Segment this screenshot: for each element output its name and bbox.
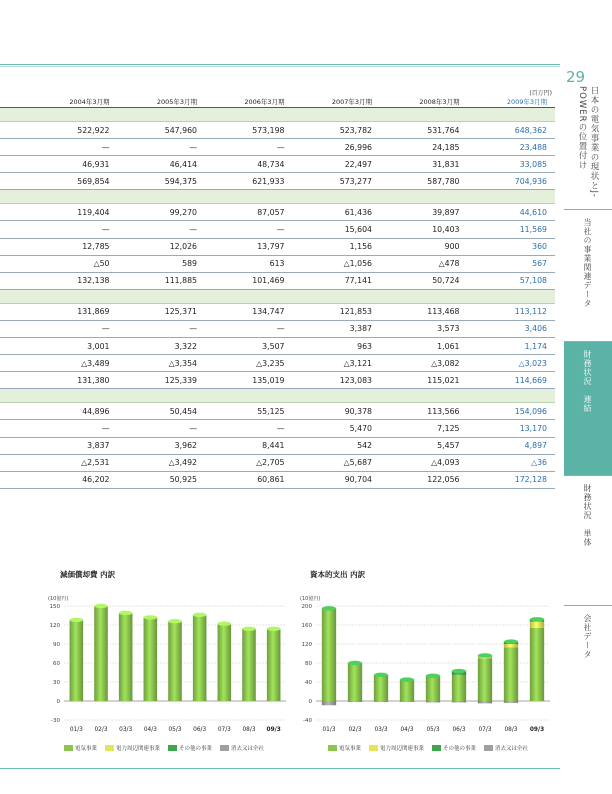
bottom-rule (0, 768, 560, 769)
table-cell: △3,023 (468, 355, 556, 372)
top-rule (0, 64, 560, 65)
legend-label: 電力周辺関連事業 (380, 746, 425, 752)
table-cell: 115,021 (380, 372, 468, 389)
bar-cap (193, 613, 207, 617)
legend-item (105, 744, 160, 752)
table-cell: 99,270 (118, 204, 206, 221)
table-cell: 57,108 (468, 272, 556, 289)
table-cell: 13,170 (468, 420, 556, 437)
y-tick-label: -30 (51, 718, 60, 724)
legend-item (369, 744, 424, 752)
table-cell: 3,573 (380, 320, 468, 337)
table-cell: △3,121 (293, 355, 381, 372)
capex-chart (292, 600, 554, 740)
bar (530, 628, 544, 701)
bar-cap (374, 673, 388, 677)
table-cell: △478 (380, 255, 468, 272)
x-tick-label: 05/3 (426, 727, 440, 733)
legend-swatch (484, 745, 493, 751)
y-tick-label: 200 (301, 604, 312, 610)
table-cell: 531,764 (380, 122, 468, 139)
table-cell: 113,566 (380, 403, 468, 420)
col-header-current: 2009年3月期 (468, 96, 556, 108)
table-row (0, 437, 555, 454)
table-row (0, 338, 555, 355)
legend-item (328, 744, 361, 752)
y-tick-label: 150 (49, 604, 60, 610)
section-band (0, 289, 555, 303)
legend-item (432, 744, 476, 752)
sidebar-section-label: 財務状況 連結 (583, 350, 592, 413)
table-cell: △2,705 (205, 454, 293, 471)
table-cell: 704,936 (468, 173, 556, 190)
sidebar-section-label: 日本の電気事業の現状とJ-POWERの位置付け (577, 86, 599, 198)
table-cell: 135,019 (205, 372, 293, 389)
bar-cap (119, 611, 133, 615)
bar (144, 617, 158, 701)
table-cell: 3,406 (468, 320, 556, 337)
table-cell: △3,082 (380, 355, 468, 372)
table-cell: 60,861 (205, 471, 293, 488)
legend-label: 消去又は全社 (231, 746, 265, 752)
bar (452, 675, 466, 701)
table-cell: 5,457 (380, 437, 468, 454)
bar-cap (452, 669, 466, 673)
legend-swatch (220, 745, 229, 751)
table-row (0, 173, 555, 190)
sidebar-section-4[interactable] (564, 605, 612, 769)
table-row (0, 355, 555, 372)
table-cell: 5,470 (293, 420, 381, 437)
table-cell: 8,441 (205, 437, 293, 454)
table-cell: — (205, 420, 293, 437)
table-cell: 125,339 (118, 372, 206, 389)
table-cell: 594,375 (118, 173, 206, 190)
legend-label: 電気事業 (339, 746, 362, 752)
table-cell: △3,489 (30, 355, 118, 372)
legend-swatch (432, 745, 441, 751)
table-cell: 90,704 (293, 471, 381, 488)
x-tick-label: 01/3 (69, 727, 83, 733)
bar (400, 701, 414, 702)
table-cell: — (118, 221, 206, 238)
table-row (0, 272, 555, 289)
bar-cap (168, 619, 182, 623)
table-cell: 589 (118, 255, 206, 272)
x-tick-label: 08/3 (504, 727, 518, 733)
table-cell: 1,174 (468, 338, 556, 355)
y-tick-label: 60 (53, 661, 60, 667)
legend-item (220, 744, 264, 752)
y-tick-label: 0 (56, 699, 60, 705)
bar (504, 644, 518, 647)
table-cell: △1,056 (293, 255, 381, 272)
bar-cap (478, 653, 492, 657)
table-cell: 10,403 (380, 221, 468, 238)
legend-item (168, 744, 212, 752)
table-cell: — (205, 320, 293, 337)
legend-label: 電力周辺関連事業 (116, 746, 161, 752)
table-cell: 61,436 (293, 204, 381, 221)
table-cell: 3,507 (205, 338, 293, 355)
section-band (0, 389, 555, 403)
table-cell: 3,837 (30, 437, 118, 454)
table-cell: 122,056 (380, 471, 468, 488)
table-cell: 3,387 (293, 320, 381, 337)
table-cell: 114,669 (468, 372, 556, 389)
table-cell: 567 (468, 255, 556, 272)
chart1-title: 減価償却費 内訳 (60, 570, 116, 579)
table-cell: 11,569 (468, 221, 556, 238)
table-cell: 1,156 (293, 238, 381, 255)
table-row (0, 221, 555, 238)
table-row (0, 372, 555, 389)
bar (374, 676, 388, 701)
table-cell: 963 (293, 338, 381, 355)
financial-table (0, 96, 555, 489)
x-tick-label: 01/3 (322, 727, 336, 733)
table-cell: 48,734 (205, 156, 293, 173)
bar-cap (504, 639, 518, 643)
table-cell: — (30, 420, 118, 437)
y-tick-label: 120 (49, 623, 60, 629)
table-row (0, 139, 555, 156)
table-row (0, 471, 555, 488)
bar-cap (322, 606, 336, 610)
col-header: 2004年3月期 (30, 96, 118, 108)
sidebar-section-label: 当社の事業関連データ (583, 218, 592, 308)
bar (374, 701, 388, 702)
table-cell: 3,001 (30, 338, 118, 355)
x-tick-label: 03/3 (374, 727, 388, 733)
table-cell: 12,026 (118, 238, 206, 255)
y-tick-label: 40 (305, 680, 312, 686)
col-header: 2007年3月期 (293, 96, 381, 108)
bar (70, 620, 84, 701)
bar-cap (400, 677, 414, 681)
bar-cap (94, 604, 108, 608)
table-row (0, 255, 555, 272)
table-cell: 50,454 (118, 403, 206, 420)
x-tick-label: 09/3 (266, 727, 281, 733)
table-cell: 44,610 (468, 204, 556, 221)
bar (348, 664, 362, 701)
top-rule-light (0, 66, 560, 67)
legend-label: その他の事業 (443, 746, 477, 752)
sidebar-section-2[interactable] (564, 341, 612, 475)
table-cell: 132,138 (30, 272, 118, 289)
table-row (0, 403, 555, 420)
table-cell: 121,853 (293, 303, 381, 320)
unit-label: (百万円) (529, 90, 552, 97)
table-cell: 131,380 (30, 372, 118, 389)
bar (426, 677, 440, 701)
table-cell: 7,125 (380, 420, 468, 437)
col-header: 2006年3月期 (205, 96, 293, 108)
bar (478, 701, 492, 703)
sidebar-section-label: 会社データ (583, 614, 592, 659)
table-cell: 77,141 (293, 272, 381, 289)
table-row (0, 122, 555, 139)
table-cell: 50,925 (118, 471, 206, 488)
bar (119, 613, 133, 701)
table-cell: — (30, 221, 118, 238)
table-cell: 44,896 (30, 403, 118, 420)
legend-swatch (328, 745, 337, 751)
bar (193, 615, 207, 701)
y-tick-label: 120 (301, 642, 312, 648)
table-cell: — (118, 139, 206, 156)
table-cell: △36 (468, 454, 556, 471)
chart2-legend (328, 744, 528, 752)
bar-cap (348, 661, 362, 665)
bar (478, 658, 492, 701)
legend-label: その他の事業 (179, 746, 213, 752)
table-cell: △4,093 (380, 454, 468, 471)
table-cell: — (205, 139, 293, 156)
bar (348, 701, 362, 702)
table-cell: 360 (468, 238, 556, 255)
table-cell: 50,724 (380, 272, 468, 289)
x-tick-label: 05/3 (168, 727, 182, 733)
page-number: 29 (566, 68, 586, 86)
table-cell: 26,996 (293, 139, 381, 156)
table-cell: 13,797 (205, 238, 293, 255)
bar (504, 701, 518, 703)
table-cell: 522,922 (30, 122, 118, 139)
table-cell: 648,362 (468, 122, 556, 139)
table-cell: △3,492 (118, 454, 206, 471)
table-cell: 113,468 (380, 303, 468, 320)
section-band (0, 108, 555, 122)
chart1-unit: (10億円) (48, 596, 69, 602)
table-cell: 90,378 (293, 403, 381, 420)
table-cell: 4,897 (468, 437, 556, 454)
legend-label: 消去又は全社 (495, 746, 529, 752)
x-tick-label: 02/3 (348, 727, 362, 733)
legend-label: 電気事業 (75, 746, 98, 752)
bar (504, 647, 518, 701)
table-cell: 613 (205, 255, 293, 272)
table-cell: 1,061 (380, 338, 468, 355)
table-cell: 24,185 (380, 139, 468, 156)
sidebar-section-3[interactable] (564, 475, 612, 605)
sidebar-section-0[interactable] (564, 64, 612, 209)
table-cell: 46,414 (118, 156, 206, 173)
bar-cap (530, 617, 544, 621)
table-cell: △3,235 (205, 355, 293, 372)
table-cell: △50 (30, 255, 118, 272)
bar (322, 701, 336, 705)
legend-item (64, 744, 97, 752)
x-tick-label: 04/3 (143, 727, 157, 733)
table-row (0, 320, 555, 337)
table-cell: 3,962 (118, 437, 206, 454)
y-tick-label: 80 (305, 661, 312, 667)
legend-swatch (105, 745, 114, 751)
depreciation-chart (40, 600, 290, 740)
table-cell: 542 (293, 437, 381, 454)
table-cell: 154,096 (468, 403, 556, 420)
bar-cap (426, 674, 440, 678)
table-cell: 23,488 (468, 139, 556, 156)
col-header: 2008年3月期 (380, 96, 468, 108)
table-cell: 3,322 (118, 338, 206, 355)
x-tick-label: 06/3 (193, 727, 207, 733)
chart1-legend (64, 744, 264, 752)
table-cell: 111,885 (118, 272, 206, 289)
table-cell: 46,202 (30, 471, 118, 488)
table-row (0, 420, 555, 437)
x-tick-label: 07/3 (217, 727, 231, 733)
table-row (0, 238, 555, 255)
bar-cap (242, 627, 256, 631)
bar (168, 621, 182, 701)
bar (322, 609, 336, 701)
y-tick-label: -40 (303, 718, 312, 724)
table-cell: — (30, 139, 118, 156)
table-header-row (0, 96, 555, 108)
table-cell: 900 (380, 238, 468, 255)
table-row (0, 454, 555, 471)
bar-cap (144, 615, 158, 619)
sidebar-section-label: 財務状況 単体 (583, 484, 592, 547)
table-cell: 131,869 (30, 303, 118, 320)
table-cell: 573,198 (205, 122, 293, 139)
chart2-title: 資本的支出 内訳 (310, 570, 366, 579)
table-cell: — (30, 320, 118, 337)
table-cell: 547,960 (118, 122, 206, 139)
table-cell: 134,747 (205, 303, 293, 320)
table-row (0, 303, 555, 320)
table-cell: 12,785 (30, 238, 118, 255)
table-cell: 119,404 (30, 204, 118, 221)
col-header: 2005年3月期 (118, 96, 206, 108)
bar (530, 622, 544, 628)
x-tick-label: 04/3 (400, 727, 414, 733)
bar-cap (218, 622, 232, 626)
x-tick-label: 09/3 (529, 727, 545, 733)
bar (267, 629, 281, 701)
table-cell: 569,854 (30, 173, 118, 190)
table-row (0, 156, 555, 173)
table-cell: △2,531 (30, 454, 118, 471)
table-cell: 573,277 (293, 173, 381, 190)
table-cell: 31,831 (380, 156, 468, 173)
table-cell: — (205, 221, 293, 238)
table-cell: 172,128 (468, 471, 556, 488)
table-cell: 33,085 (468, 156, 556, 173)
legend-swatch (64, 745, 73, 751)
chart2-unit: (10億円) (300, 596, 321, 602)
table-cell: 101,469 (205, 272, 293, 289)
table-cell: 123,083 (293, 372, 381, 389)
bar (218, 624, 232, 701)
table-cell: 15,604 (293, 221, 381, 238)
x-tick-label: 07/3 (478, 727, 492, 733)
table-cell: 621,933 (205, 173, 293, 190)
bar (400, 681, 414, 701)
bar (94, 606, 108, 701)
y-tick-label: 160 (301, 623, 312, 629)
bar (426, 701, 440, 702)
bar (452, 701, 466, 702)
x-tick-label: 08/3 (242, 727, 256, 733)
table-cell: △5,687 (293, 454, 381, 471)
x-tick-label: 02/3 (94, 727, 108, 733)
table-cell: 523,782 (293, 122, 381, 139)
table-row (0, 204, 555, 221)
table-cell: 39,897 (380, 204, 468, 221)
section-band (0, 190, 555, 204)
legend-swatch (369, 745, 378, 751)
table-cell: △3,354 (118, 355, 206, 372)
table-cell: 113,112 (468, 303, 556, 320)
sidebar-section-1[interactable] (564, 209, 612, 341)
table-cell: 22,497 (293, 156, 381, 173)
table-cell: 87,057 (205, 204, 293, 221)
table-cell: 46,931 (30, 156, 118, 173)
bar (242, 629, 256, 701)
bar-cap (70, 618, 84, 622)
y-tick-label: 0 (308, 699, 312, 705)
y-tick-label: 90 (53, 642, 60, 648)
x-tick-label: 03/3 (119, 727, 133, 733)
bar-cap (267, 627, 281, 631)
table-cell: 587,780 (380, 173, 468, 190)
table-cell: 125,371 (118, 303, 206, 320)
table-cell: — (118, 420, 206, 437)
x-tick-label: 06/3 (452, 727, 466, 733)
legend-item (484, 744, 528, 752)
table-cell: 55,125 (205, 403, 293, 420)
y-tick-label: 30 (53, 680, 60, 686)
legend-swatch (168, 745, 177, 751)
table-cell: — (118, 320, 206, 337)
